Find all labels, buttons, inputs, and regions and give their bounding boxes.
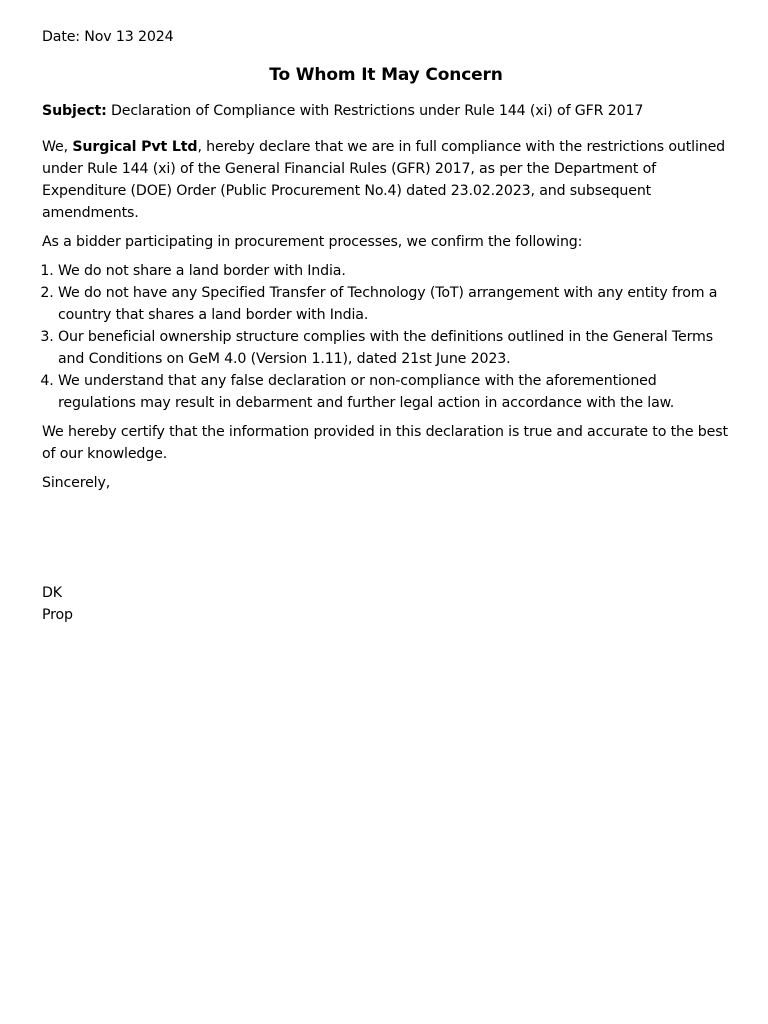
- signatory-designation: Prop: [42, 607, 73, 623]
- intro-paragraph: As a bidder participating in procurement processes, we confirm the following:: [42, 234, 583, 250]
- company-name: Surgical Pvt Ltd: [72, 139, 198, 155]
- confirmation-list: [42, 260, 730, 414]
- declaration-paragraph: [42, 136, 730, 224]
- list-item: 1. We do not share a land border with India.: [58, 260, 730, 282]
- subject-label: Subject:: [42, 103, 107, 119]
- signature-block: [42, 582, 730, 626]
- closing-line: Sincerely,: [42, 475, 111, 491]
- declaration-text: , hereby declare that we are in full compliance with the restrictions outlined under Rule 144 (xi) of the General Financial Rules (GFR) 2017, as per the Department of Expenditure (DOE) Order (Public Procurement No.4) dated 23.02.2023, and subsequent amendments.: [42, 139, 726, 221]
- list-item: 4. We understand that any false declaration or non-compliance with the aforementioned regulations may result in debarment and further legal action in accordance with the law.: [58, 370, 730, 414]
- letter-page: [42, 26, 730, 626]
- certification-paragraph: We hereby certify that the information provided in this declaration is true and accurate to the best of our knowledge.: [42, 424, 728, 462]
- date-line: Date: Nov 13 2024: [42, 29, 174, 45]
- list-item: 2. We do not have any Specified Transfer of Technology (ToT) arrangement with any entity from a country that shares a land border with India.: [58, 282, 730, 326]
- subject-line: [42, 100, 730, 122]
- list-item: 3. Our beneficial ownership structure complies with the definitions outlined in the General Terms and Conditions on GeM 4.0 (Version 1.11), dated 21st June 2023.: [58, 326, 730, 370]
- letter-title: To Whom It May Concern: [269, 65, 503, 85]
- signatory-name: DK: [42, 585, 62, 601]
- declaration-prefix: We,: [42, 139, 73, 155]
- subject-text: Declaration of Compliance with Restrictions under Rule 144 (xi) of GFR 2017: [106, 103, 644, 119]
